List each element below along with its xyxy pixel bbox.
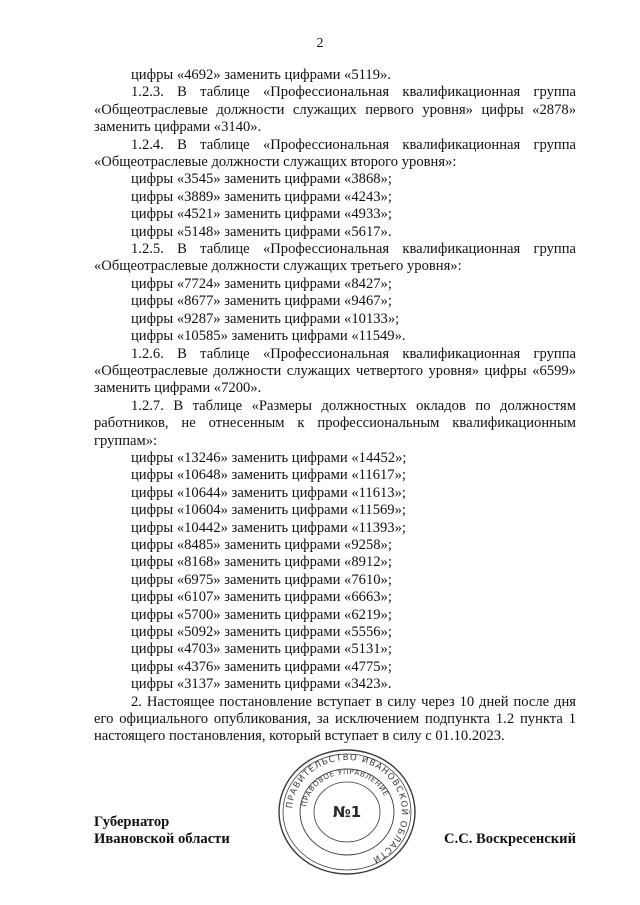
page-number: 2 — [316, 36, 324, 51]
document-body — [94, 67, 576, 746]
replacement-line: цифры «6975» заменить цифрами «7610»; — [131, 571, 392, 588]
replacement-line: цифры «4521» заменить цифрами «4933»; — [131, 206, 392, 223]
replacement-line: цифры «10604» заменить цифрами «11569»; — [131, 502, 406, 519]
signature-block — [94, 814, 576, 849]
intro-line: цифры «4692» заменить цифрами «5119». — [131, 67, 391, 83]
replacement-line: цифры «4376» заменить цифрами «4775»; — [131, 658, 392, 675]
replacement-line: цифры «5092» заменить цифрами «5556»; — [131, 624, 392, 640]
replacement-line: цифры «9287» заменить цифрами «10133»; — [131, 310, 400, 327]
official-seal — [276, 747, 418, 877]
replacement-line: цифры «3137» заменить цифрами «3423». — [131, 676, 392, 693]
replacement-line: цифры «7724» заменить цифрами «8427»; — [131, 275, 392, 292]
replacement-line: цифры «13246» заменить цифрами «14452»; — [131, 449, 407, 466]
item-1-2-5-heading: 1.2.5. В таблице «Профессиональная квалификационная группа «Общеотраслевые должности служащих третьего уровня»: — [94, 241, 576, 275]
signatory-name: С.С. Воскресенский — [444, 831, 576, 848]
replacement-line: цифры «5148» заменить цифрами «5617». — [131, 223, 392, 240]
replacement-line: цифры «4703» заменить цифрами «5131»; — [131, 641, 392, 658]
seal-outer-text: ПРАВИТЕЛЬСТВО ИВАНОВСКОЙ ОБЛАСТИ — [285, 752, 410, 865]
replacement-line: цифры «10648» заменить цифрами «11617»; — [131, 467, 406, 484]
replacement-line: цифры «5700» заменить цифрами «6219»; — [131, 606, 392, 623]
replacement-line: цифры «8168» заменить цифрами «8912»; — [131, 554, 392, 571]
replacement-line: цифры «8485» заменить цифрами «9258»; — [131, 536, 392, 553]
replacement-line: цифры «10442» заменить цифрами «11393»; — [131, 519, 406, 536]
seal-inner-text: ПРАВОВОЕ УПРАВЛЕНИЕ — [299, 766, 391, 808]
item-1-2-6: 1.2.6. В таблице «Профессиональная квалификационная группа «Общеотраслевые должности служащих четвертого уровня» цифры «6599» заменить цифрами «7200». — [94, 345, 576, 397]
replacement-line: цифры «8677» заменить цифрами «9467»; — [131, 293, 392, 310]
item-1-2-4-heading: 1.2.4. В таблице «Профессиональная квалификационная группа «Общеотраслевые должности служащих второго уровня»: — [94, 136, 576, 171]
item-1-2-7-heading: 1.2.7. В таблице «Размеры должностных окладов по должностям работников, не отнесенным к профессиональным квалификационным группам»: — [94, 397, 576, 449]
item-2: 2. Настоящее постановление вступает в силу через 10 дней после дня его официального опубликования, за исключением подпункта 1.2 пункта 1 настоящего постановления, который вступает в силу с 01.10.2023. — [94, 693, 576, 745]
replacement-line: цифры «3889» заменить цифрами «4243»; — [131, 188, 392, 205]
signatory-region: Ивановской области — [94, 831, 230, 848]
replacement-line: цифры «6107» заменить цифрами «6663»; — [131, 589, 392, 606]
replacement-line: цифры «10644» заменить цифрами «11613»; — [131, 484, 406, 501]
item-1-2-3: 1.2.3. В таблице «Профессиональная квалификационная группа «Общеотраслевые должности служащих первого уровня» цифры «2878» заменить цифрами «3140». — [94, 84, 576, 136]
signatory-title: Губернатор — [94, 814, 170, 830]
replacement-line: цифры «3545» заменить цифрами «3868»; — [131, 171, 392, 188]
seal-number: №1 — [332, 803, 362, 821]
replacement-line: цифры «10585» заменить цифрами «11549». — [131, 328, 406, 345]
